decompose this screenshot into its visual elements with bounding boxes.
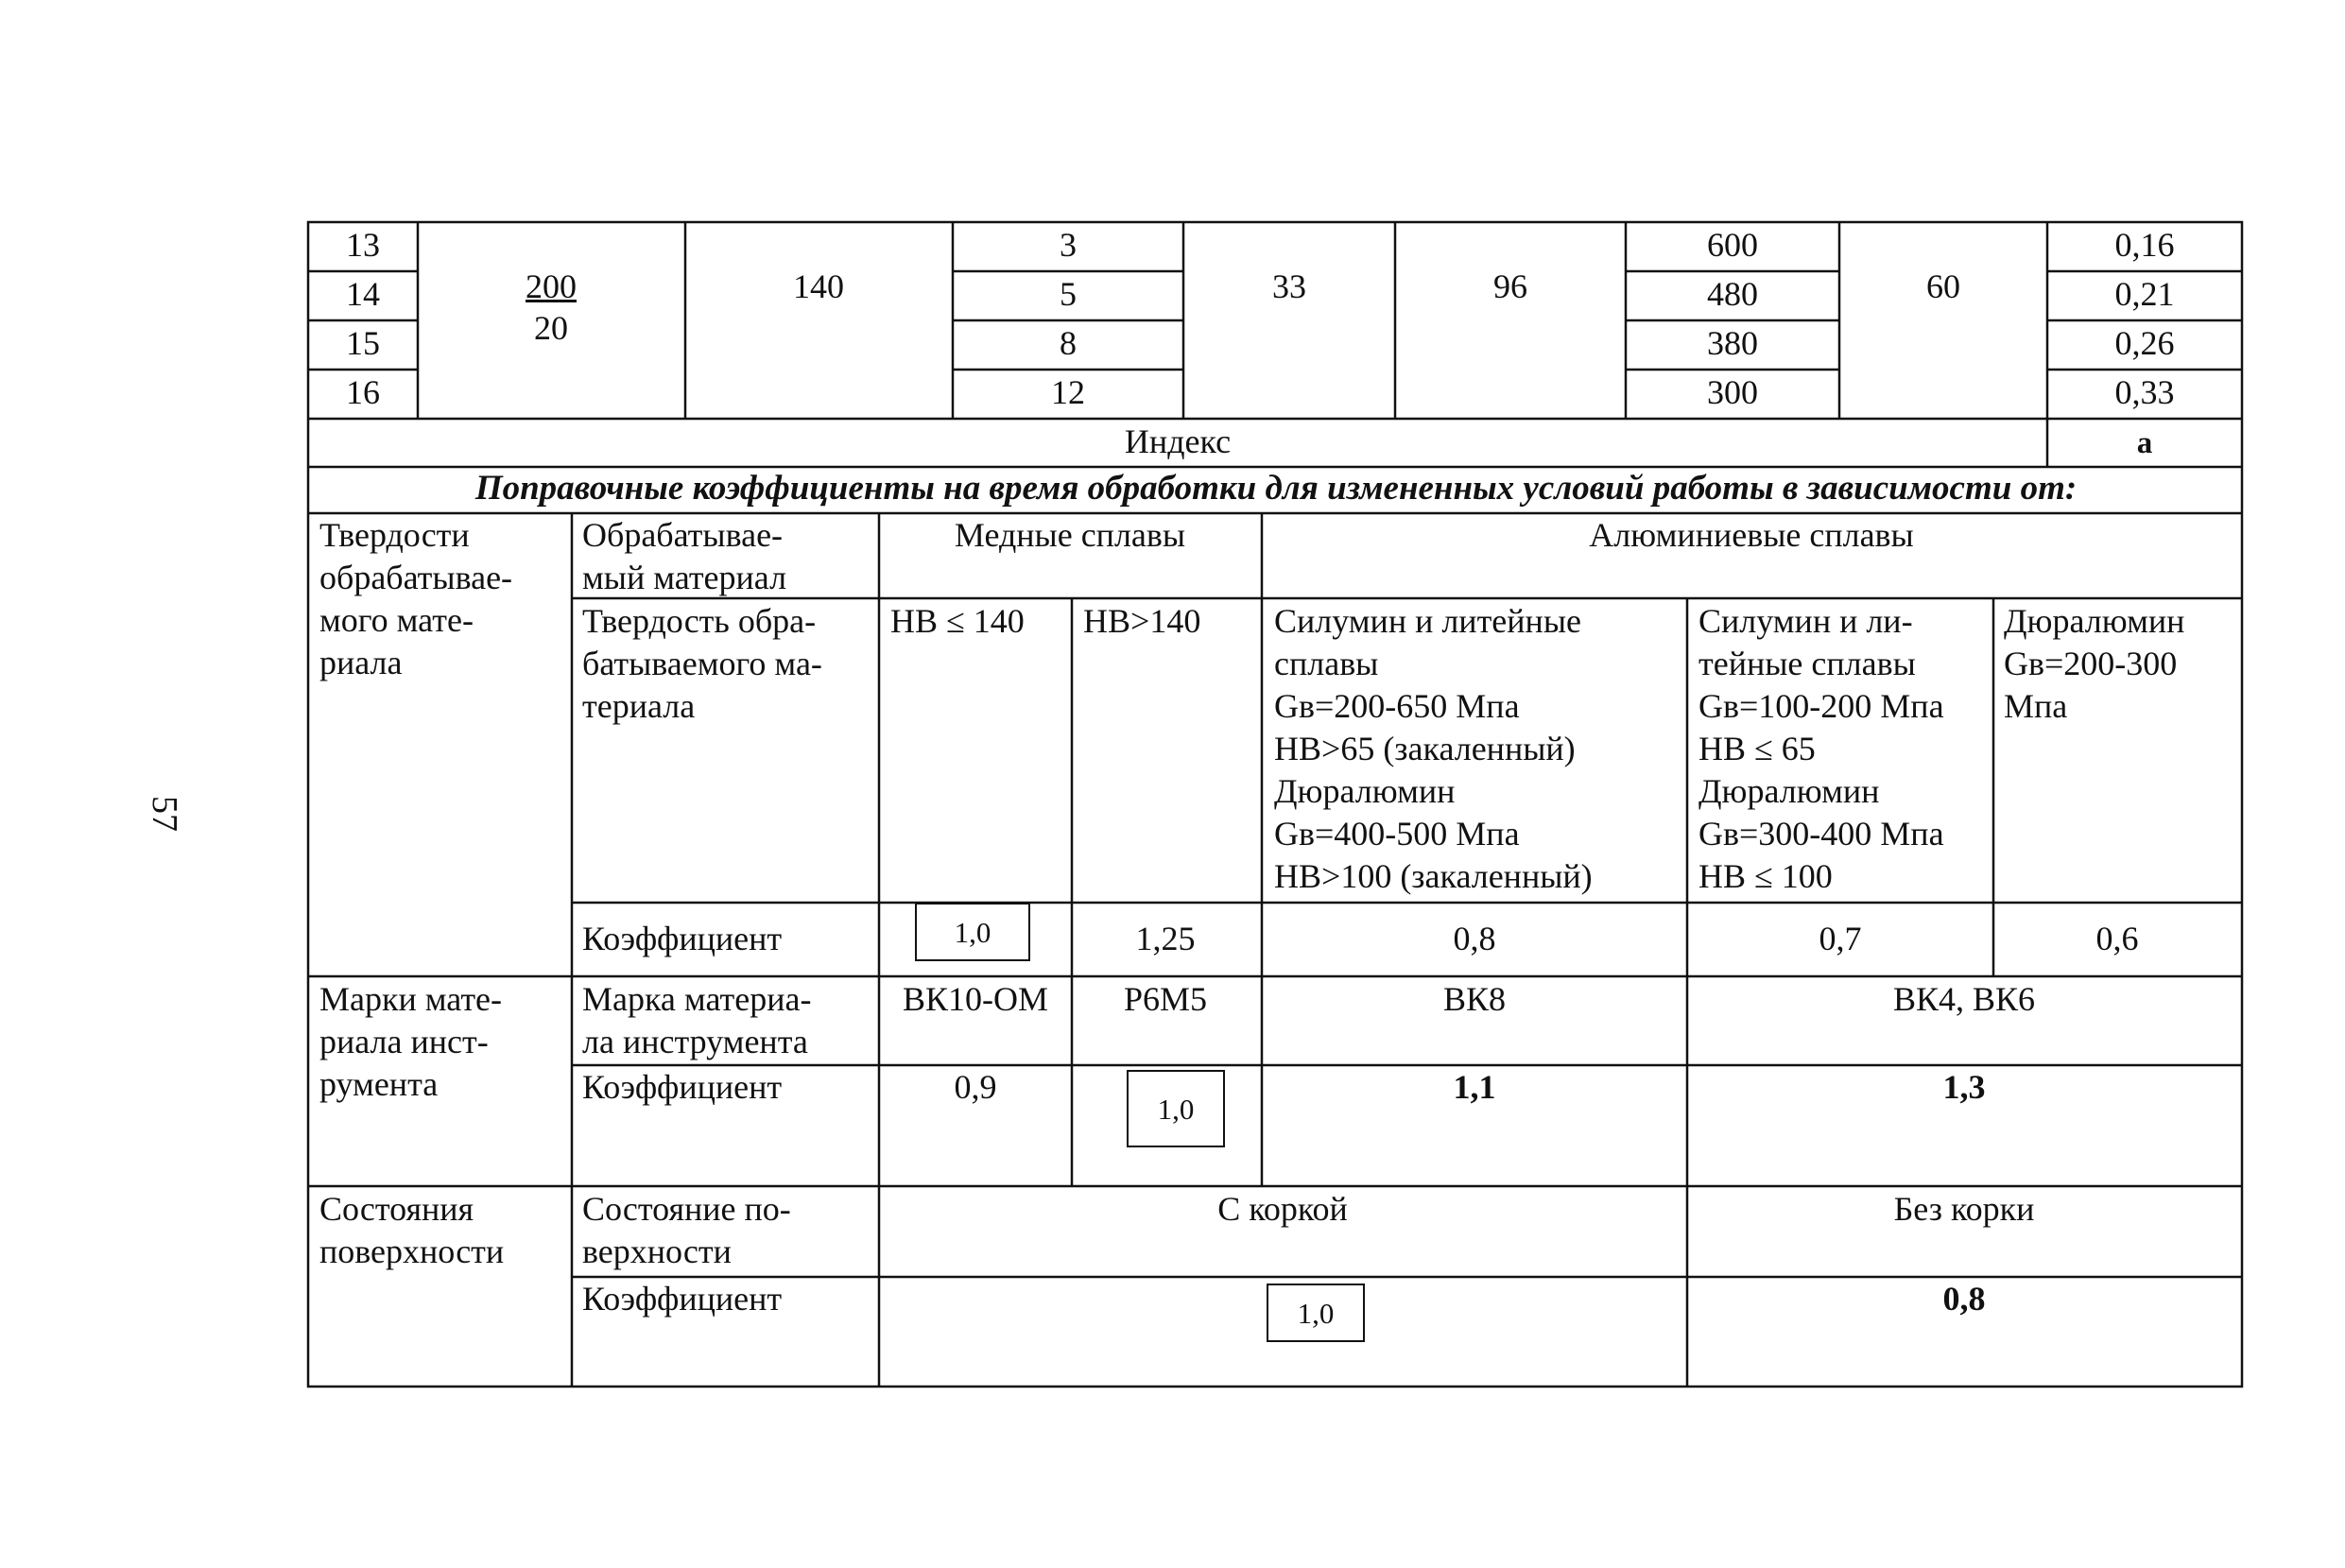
coefficient-value: 1,25 <box>1135 920 1196 957</box>
hardness-label: териала <box>582 687 696 725</box>
group-label-surface: Состояния <box>319 1190 474 1228</box>
silumin-casting-text: Дюралюмин <box>1274 772 1456 810</box>
silumin-casting-text: Gв=400-500 Мпа <box>1274 815 1520 853</box>
page-number: 57 <box>145 796 184 832</box>
silumin-soft-text: НВ ≤ 100 <box>1698 857 1833 895</box>
row-number: 14 <box>346 275 380 313</box>
coefficient-value: 0,8 <box>1453 920 1496 957</box>
tool-grade-label: Марка материа- <box>582 980 812 1018</box>
section-title: Поправочные коэффициенты на время обработки для измененных условий работы в зависимости от: <box>474 469 2078 508</box>
index-label: Индекс <box>1124 422 1232 460</box>
silumin-casting-text: НВ>65 (закаленный) <box>1274 730 1576 767</box>
coefficient-value: 1,1 <box>1453 1068 1496 1106</box>
tool-grade-label: ла инструмента <box>582 1023 808 1060</box>
material-label: Обрабатывае- <box>582 516 784 554</box>
surface-state-label: верхности <box>582 1232 732 1270</box>
silumin-casting-text: НВ>100 (закаленный) <box>1274 857 1593 895</box>
time-value: 0,33 <box>2114 373 2175 411</box>
group-label-surface: поверхности <box>319 1232 505 1270</box>
speed-value: 300 <box>1707 373 1758 411</box>
row-number: 13 <box>346 226 380 264</box>
aluminum-alloys-header: Алюминиевые сплавы <box>1589 516 1914 554</box>
fraction-denominator: 20 <box>534 309 568 347</box>
silumin-soft-text: тейные сплавы <box>1698 645 1916 682</box>
time-value: 0,21 <box>2114 275 2175 313</box>
tool-grade: ВК10-ОМ <box>902 980 1049 1018</box>
index-value: а <box>2136 426 2153 460</box>
coefficient-value: 0,8 <box>1942 1280 1986 1318</box>
coefficient-value: 0,7 <box>1819 920 1862 957</box>
time-value: 0,26 <box>2114 324 2175 362</box>
hb-le-140: НВ ≤ 140 <box>890 602 1025 640</box>
coefficient-label: Коэффициент <box>582 920 783 957</box>
value-60: 60 <box>1926 267 1960 305</box>
hardness-label: Твердость обра- <box>582 602 817 640</box>
coefficient-label: Коэффициент <box>582 1280 783 1318</box>
value-96: 96 <box>1493 267 1527 305</box>
surface-state: С коркой <box>1217 1190 1348 1228</box>
silumin-casting-text: сплавы <box>1274 645 1379 682</box>
silumin-soft-text: Дюралюмин <box>1698 772 1880 810</box>
silumin-casting-text: Gв=200-650 Мпа <box>1274 687 1520 725</box>
tool-grade: ВК8 <box>1442 980 1507 1018</box>
duralumin-text: Мпа <box>2004 687 2068 725</box>
speed-value: 600 <box>1707 226 1758 264</box>
silumin-soft-text: Gв=300-400 Мпа <box>1698 815 1944 853</box>
depth-value: 5 <box>1060 275 1077 313</box>
surface-state-label: Состояние по- <box>582 1190 791 1228</box>
tool-grade: ВК4, ВК6 <box>1892 980 2036 1018</box>
coefficient-boxed: 1,0 <box>1127 1070 1225 1147</box>
group-label-hardness: Твердости <box>319 516 470 554</box>
coefficient-value: 1,3 <box>1942 1068 1986 1106</box>
silumin-soft-text: Gв=100-200 Мпа <box>1698 687 1944 725</box>
fraction-numerator: 200 <box>526 267 577 305</box>
hb-gt-140: НВ>140 <box>1083 602 1201 640</box>
silumin-soft-text: Силумин и ли- <box>1698 602 1913 640</box>
coefficient-boxed: 1,0 <box>915 903 1030 961</box>
time-value: 0,16 <box>2114 226 2175 264</box>
depth-value: 3 <box>1060 226 1077 264</box>
group-label-tool: румента <box>319 1065 439 1103</box>
tool-grade: Р6М5 <box>1123 980 1208 1018</box>
row-number: 16 <box>346 373 380 411</box>
group-label-hardness: риала <box>319 644 403 681</box>
coefficient-label: Коэффициент <box>582 1068 783 1106</box>
coefficient-value: 0,9 <box>954 1068 997 1106</box>
silumin-casting-text: Силумин и литейные <box>1274 602 1581 640</box>
depth-value: 8 <box>1060 324 1077 362</box>
group-label-hardness: мого мате- <box>319 601 474 639</box>
value-33: 33 <box>1272 267 1306 305</box>
speed-value: 480 <box>1707 275 1758 313</box>
row-number: 15 <box>346 324 380 362</box>
coefficient-boxed: 1,0 <box>1267 1284 1365 1342</box>
surface-state: Без корки <box>1893 1190 2035 1228</box>
copper-alloys-header: Медные сплавы <box>954 516 1186 554</box>
group-label-tool: риала инст- <box>319 1023 489 1060</box>
group-label-hardness: обрабатывае- <box>319 559 513 596</box>
duralumin-text: Дюралюмин <box>2004 602 2185 640</box>
value-140: 140 <box>793 267 844 305</box>
material-label: мый материал <box>582 559 787 596</box>
hardness-label: батываемого ма- <box>582 645 822 682</box>
silumin-soft-text: НВ ≤ 65 <box>1698 730 1816 767</box>
duralumin-text: Gв=200-300 <box>2004 645 2178 682</box>
speed-value: 380 <box>1707 324 1758 362</box>
coefficient-value: 0,6 <box>2095 920 2139 957</box>
depth-value: 12 <box>1051 373 1085 411</box>
group-label-tool: Марки мате- <box>319 980 503 1018</box>
